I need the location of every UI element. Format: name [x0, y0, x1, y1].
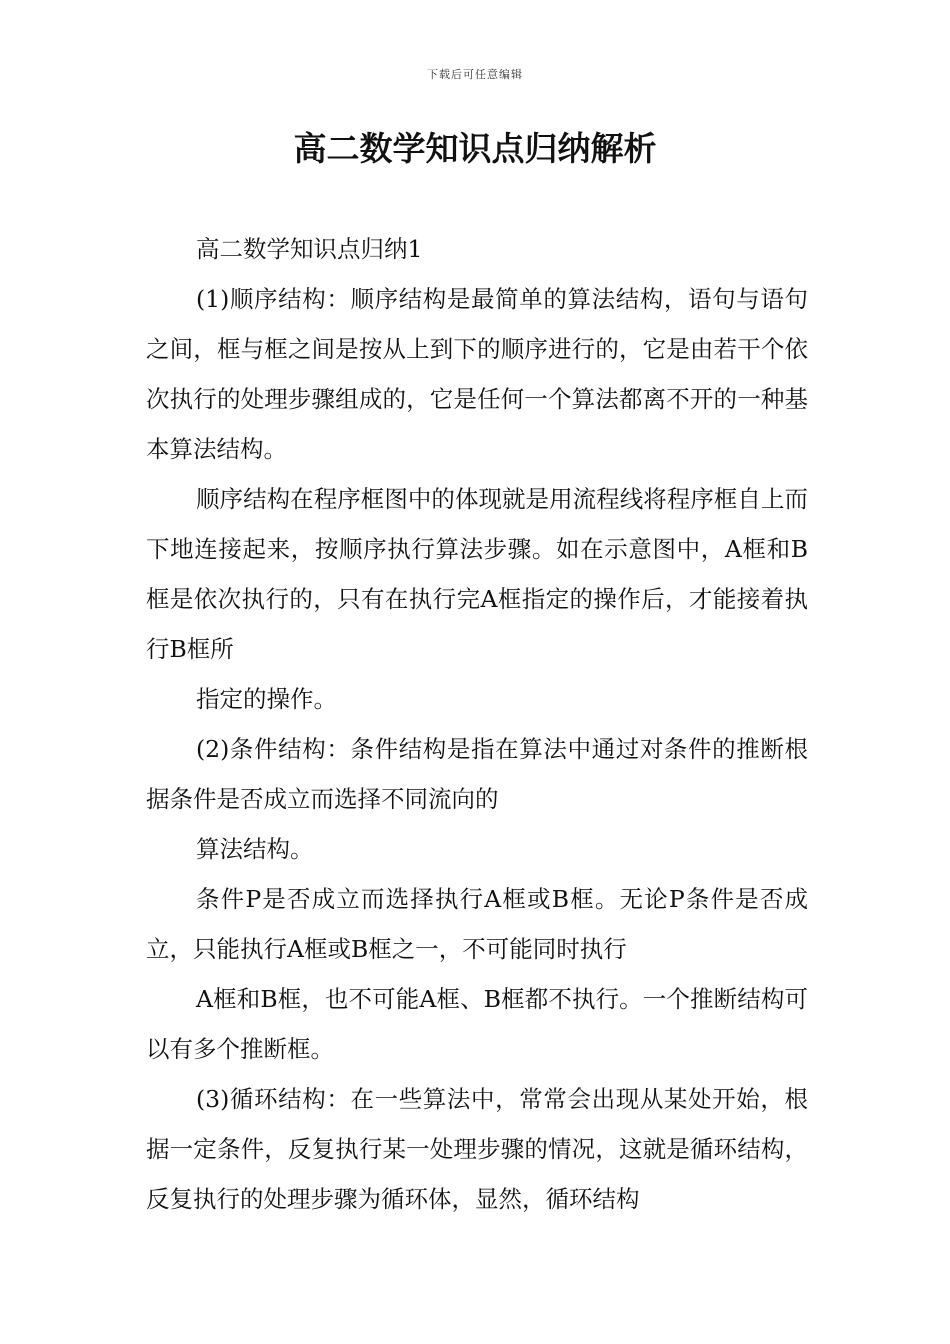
- document-title: 高二数学知识点归纳解析: [293, 129, 657, 168]
- document-body: [146, 224, 808, 1224]
- paragraph: (2)条件结构：条件结构是指在算法中通过对条件的推断根据条件是否成立而选择不同流向的: [146, 735, 808, 813]
- header-note: 下载后可任意编辑: [427, 68, 523, 81]
- paragraph: 指定的操作。: [196, 685, 337, 713]
- paragraph: 条件P是否成立而选择执行A框或B框。无论P条件是否成立，只能执行A框或B框之一，不可能同时执行: [146, 885, 808, 963]
- paragraph: 顺序结构在程序框图中的体现就是用流程线将程序框自上而下地连接起来，按顺序执行算法步骤。如在示意图中，A框和B框是依次执行的，只有在执行完A框指定的操作后，才能接着执行B框所: [146, 485, 808, 663]
- paragraph: 算法结构。: [196, 835, 314, 863]
- paragraph: (1)顺序结构：顺序结构是最简单的算法结构，语句与语句之间，框与框之间是按从上到下的顺序进行的，它是由若干个依次执行的处理步骤组成的，它是任何一个算法都离不开的一种基本算法结构。: [146, 285, 808, 463]
- paragraph: (3)循环结构：在一些算法中，常常会出现从某处开始，根据一定条件，反复执行某一处理步骤的情况，这就是循环结构，反复执行的处理步骤为循环体，显然，循环结构: [146, 1085, 808, 1213]
- paragraph: A框和B框，也不可能A框、B框都不执行。一个推断结构可以有多个推断框。: [146, 985, 808, 1063]
- section-heading: 高二数学知识点归纳1: [196, 235, 423, 263]
